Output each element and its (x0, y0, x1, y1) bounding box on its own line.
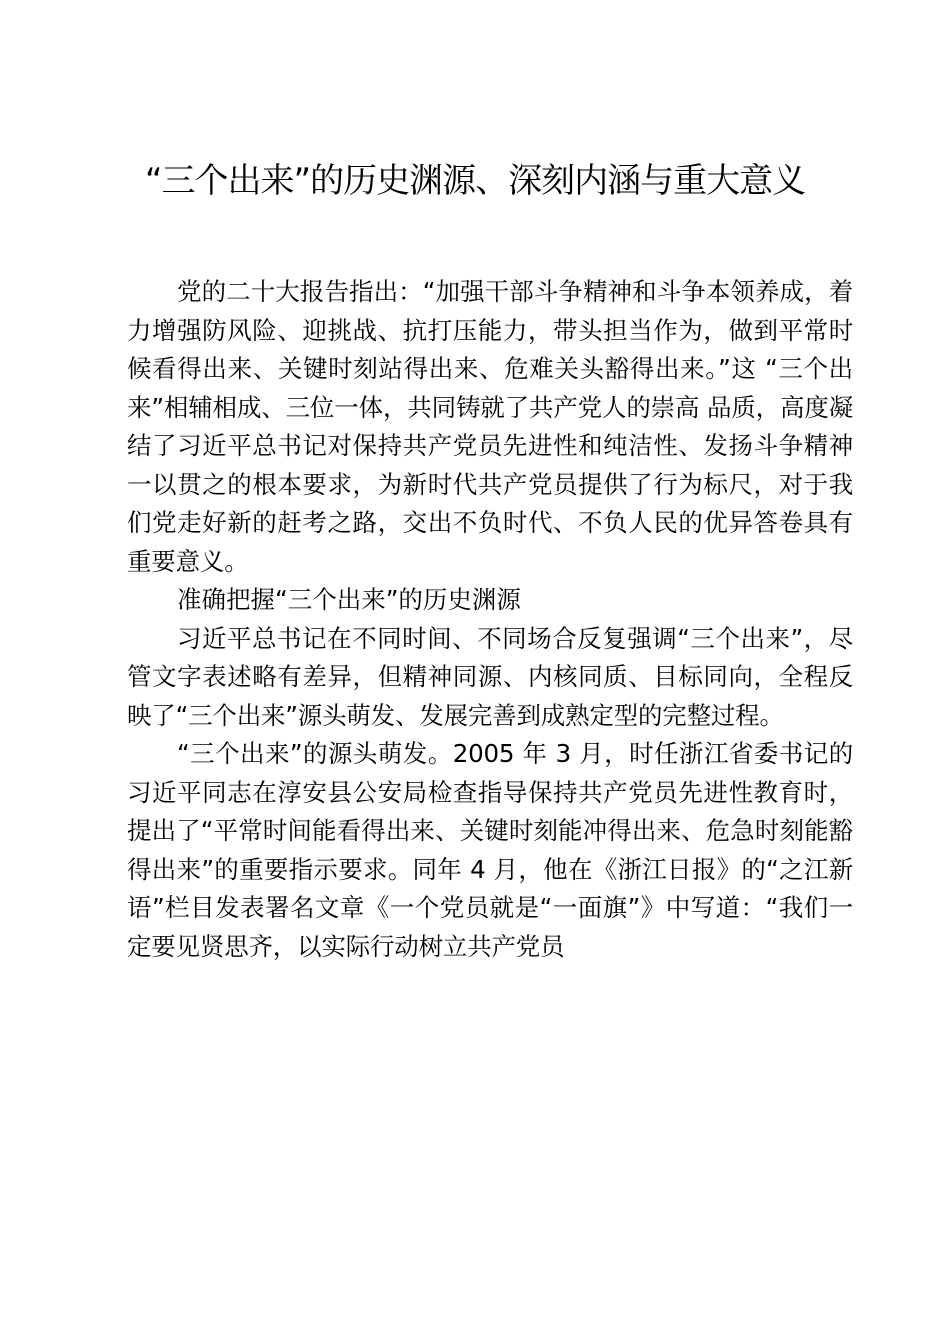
document-body (127, 273, 853, 966)
section-paragraph-2: “三个出来”的源头萌发。2005 年 3 月，时任浙江省委书记的习近平同志在淳安县公安局检查指导保持共产党员先进性教育时，提出了“平常时间能看得出来、关键时刻能冲得出来、危急时刻能豁得出来”的重要指示要求。同年 4 月，他在《浙江日报》的“之江新语”栏目发表署名文章《一个党员就是“一面旗”》中写道：“我们一定要见贤思齐，以实际行动树立共产党员 (127, 739, 853, 961)
section-paragraph-1: 习近平总书记在不同时间、不同场合反复强调“三个出来”，尽管文字表述略有差异，但精神同源、内核同质、目标同向，全程反映了“三个出来”源头萌发、发展完善到成熟定型的完整过程。 (127, 623, 853, 730)
document-title: “三个出来”的历史渊源、深刻内涵与重大意义 (144, 161, 806, 201)
intro-paragraph: 党的二十大报告指出：“加强干部斗争精神和斗争本领养成，着力增强防风险、迎挑战、抗打压能力，带头担当作为，做到平常时候看得出来、关键时刻站得出来、危难关头豁得出来。”这 “三个出来”相辅相成、三位一体，共同铸就了共产党人的崇高 品质，高度凝结了习近平总书记对保持共产党员先进性和纯洁性、发扬斗争精神一以贯之的根本要求，为新时代共产党员提供了行为标尺，对于我们党走好新的赶考之路，交出不负时代、不负人民的优异答卷具有重要意义。 (127, 277, 853, 576)
section-heading: 准确把握“三个出来”的历史渊源 (177, 585, 521, 614)
